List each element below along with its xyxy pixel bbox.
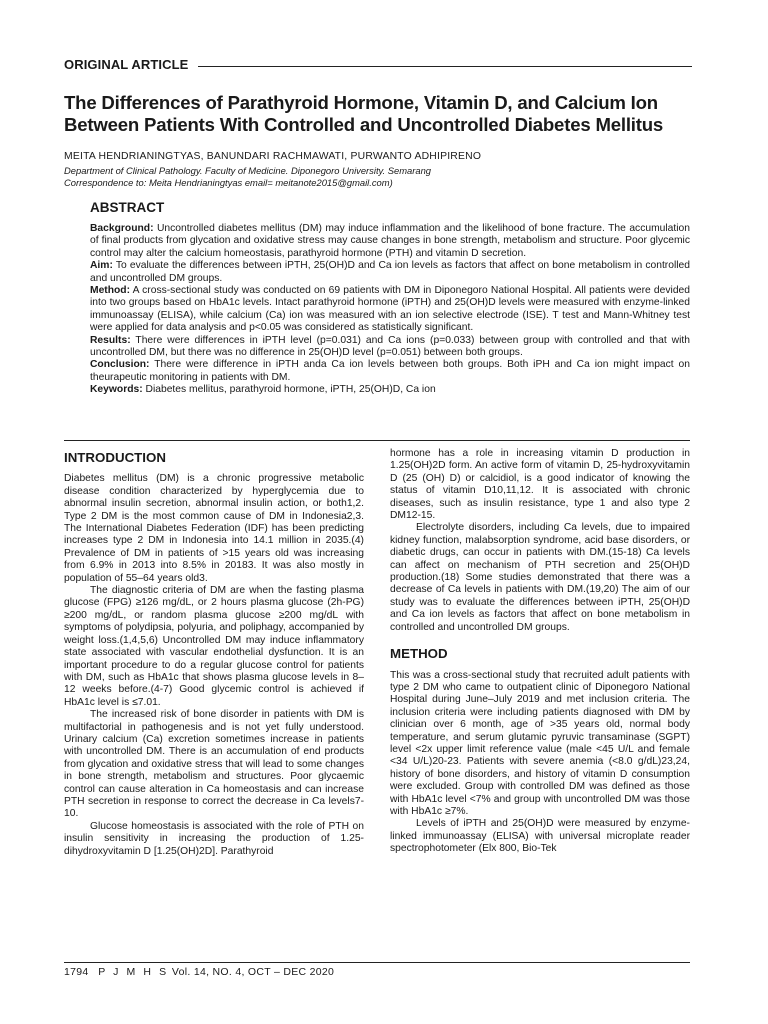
left-column [64,448,364,858]
department: Department of Clinical Pathology. Faculty of Medicine. Diponegoro University. Semarang [64,165,432,176]
abstract-background [90,223,690,260]
affiliation [64,165,431,189]
abstract-results [90,335,690,360]
abstract-keywords [90,384,690,396]
keywords-label: Keywords: [90,384,143,396]
page-number: 1794 [64,966,89,978]
footer-rule [64,962,690,963]
background-label: Background: [90,223,154,234]
abstract-aim [90,260,690,285]
conclusion-text: There were difference in iPTH anda Ca ion levels between both groups. Both iPH and Ca ion might impact on theurapeutic monitoring in patients with DM. [90,359,690,383]
abstract-rule [64,440,690,441]
article-title: The Differences of Parathyroid Hormone, Vitamin D, and Calcium Ion Between Patients With Controlled and Uncontrolled Diabetes Mellitus [64,92,664,135]
method-paragraph-2: Levels of iPTH and 25(OH)D were measured by enzyme-linked immunoassay (ELISA) with universal microplate reader spectrophotometer (Elx 800, Bio-Tek [390,818,690,855]
intro-paragraph-4: Glucose homeostasis is associated with the role of PTH on insulin sensitivity in increasing the production of 1.25-dihydroxyvitamin D [1.25(OH)2D]. Parathyroid [64,820,364,857]
results-label: Results: [90,334,131,346]
abstract-heading: ABSTRACT [90,200,165,215]
intro-paragraph-3: The increased risk of bone disorder in patients with DM is multifactorial in pathogenesis and is not yet fully understood. Urinary calcium (Ca) excretion sometimes increase in patients with uncontrolled DM. There is an accumulation of end products from glycation and oxidative stress that will lead to some changes in bone strength, metabolism and structures. Poor glycaemic control can cause alteration in Ca homeostasis and can increase PTH secretion in response to correct the decrease in Ca levels7-10. [64,709,364,820]
method-paragraph-1: This was a cross-sectional study that recruited adult patients with type 2 DM who came to outpatient clinic of Diponegoro National Hospital during June–July 2019 and met inclusion criteria. The inclusion criteria were including patients diagnosed with DM by clinician over 6 month, age of >35 years old, normal body temperature, and serum glutamic pyruvic transaminase (SGPT) level <2x upper limit reference value (male <45 U/L and female <34 U/L)20-23. Patients with severe anemia (<8.0 g/dL)23,24, history of bone disorders, and history of vitamin D consumption were excluded. Group with controlled DM was defined as those with HbA1c level <7% and group with uncontrolled DM was those with HbA1c ≥7%. [390,669,690,817]
aim-label: Aim: [90,260,113,272]
abstract-conclusion [90,359,690,384]
section-label: ORIGINAL ARTICLE [64,57,189,72]
intro-paragraph-2: The diagnostic criteria of DM are when the fasting plasma glucose (FPG) ≥126 mg/dL, or 2 hours plasma glucose (2h-PG) ≥200 mg/dL, or random plasma glucose ≥200 mg/dL with symptoms of polydipsia, polyuria, and poliphagy, accompanied by weight loss.(1,4,5,6) Uncontrolled DM may induce inflammatory state associated with vascular endothelial dysfunction. It is an important procedure to do a regular glucose control for patients with DM, such as HbA1c that shows plasma glucose levels in 8–12 weeks before.(4-7) Good glycemic control is achieved if HbA1c level is ≤7.01. [64,585,364,708]
authors: MEITA HENDRIANINGTYAS, BANUNDARI RACHMAWATI, PURWANTO ADHIPIRENO [64,151,482,162]
intro-paragraph-1: Diabetes mellitus (DM) is a chronic progressive metabolic disease condition characterized by hyperglycemia due to abnormal insulin secretion, abnormal insulin action, or both1,2. Type 2 DM is the most common cause of DM in Indonesia2,3. The International Diabetes Federation (IDF) has been predicting increases type 2 DM in Indonesia into 14.1 million in 2035.(4) Prevalence of DM in patients of >15 years old was increasing from 6.9% in 2013 into 8.5% in 20183. It was also mostly in population of 55–64 years old3. [64,473,364,584]
header-rule [198,66,692,67]
method-text: A cross-sectional study was conducted on 69 patients with DM in Diponegoro National Hospital. All patients were devided into two groups based on HbA1c levels. Intact parathyroid hormone (iPTH) and 25(OH)D levels were measured with enzyme-linked immunoassay (ELISA), while calcium (Ca) ion was measured with an ion selective electrode (ISE). T test and Mann-Whitney test were applied for data analysis and p<0.05 was considered as statistically significant. [90,285,690,334]
journal-name: P J M H S [98,966,169,978]
footer [64,966,334,978]
introduction-heading: INTRODUCTION [64,450,166,465]
correspondence: Correspondence to: Meita Hendrianingtyas email= meitanote2015@gmail.com) [64,177,393,188]
method-heading: METHOD [390,646,448,662]
intro-paragraph-5: hormone has a role in increasing vitamin D production in 1.25(OH)2D form. An active form of vitamin D, 25-hydroxyvitamin D (25 (OH) D) or calcidiol, is a good indicator of knowing the status of vitamin D10,11,12. It is associated with chronic diseases, such as insulin resistance, type 1 and also type 2 DM12-15. [390,448,690,522]
method-label: Method: [90,285,131,297]
results-text: There were differences in iPTH level (p=0.031) and Ca ions (p=0.033) between group with controlled and that with uncontrolled DM, but there was no difference in 25(OH)D level (p=0.051) between both groups. [90,334,690,359]
journal-issue: Vol. 14, NO. 4, OCT – DEC 2020 [171,966,335,978]
conclusion-label: Conclusion: [90,359,150,371]
right-column [390,448,690,856]
abstract-method [90,285,690,335]
abstract [90,200,690,397]
background-text: Uncontrolled diabetes mellitus (DM) may induce inflammation and the likelihood of bone fracture. The accumulation of final products from glycation and oxidative stress may cause changes in bone strength, metabolism and structure. Poor glycemic control may alter the calcium homeostasis, parathyroid hormone (PTH) and vitamin D secretion. [90,223,690,259]
aim-text: To evaluate the differences between iPTH, 25(OH)D and Ca ion levels as factors that affect on bone metabolism in controlled and uncontrolled DM groups. [90,260,690,284]
keywords-text: Diabetes mellitus, parathyroid hormone, iPTH, 25(OH)D, Ca ion [145,384,436,396]
intro-paragraph-6: Electrolyte disorders, including Ca levels, due to impaired kidney function, malabsorption syndrome, acid base disorders, or diabetic drugs, can occur in patients with DM.(15-18) Ca levels can affect on mechanism of PTH secretion and 25(OH)D production.(18) Some studies demonstrated that there was a decrease of Ca levels in patients with DM.(19,20) The aim of our study was to evaluate the differences between iPTH, 25(OH)D and Ca ion levels as factors that affect on bone metabolism in controlled and uncontrolled DM groups. [390,522,690,633]
